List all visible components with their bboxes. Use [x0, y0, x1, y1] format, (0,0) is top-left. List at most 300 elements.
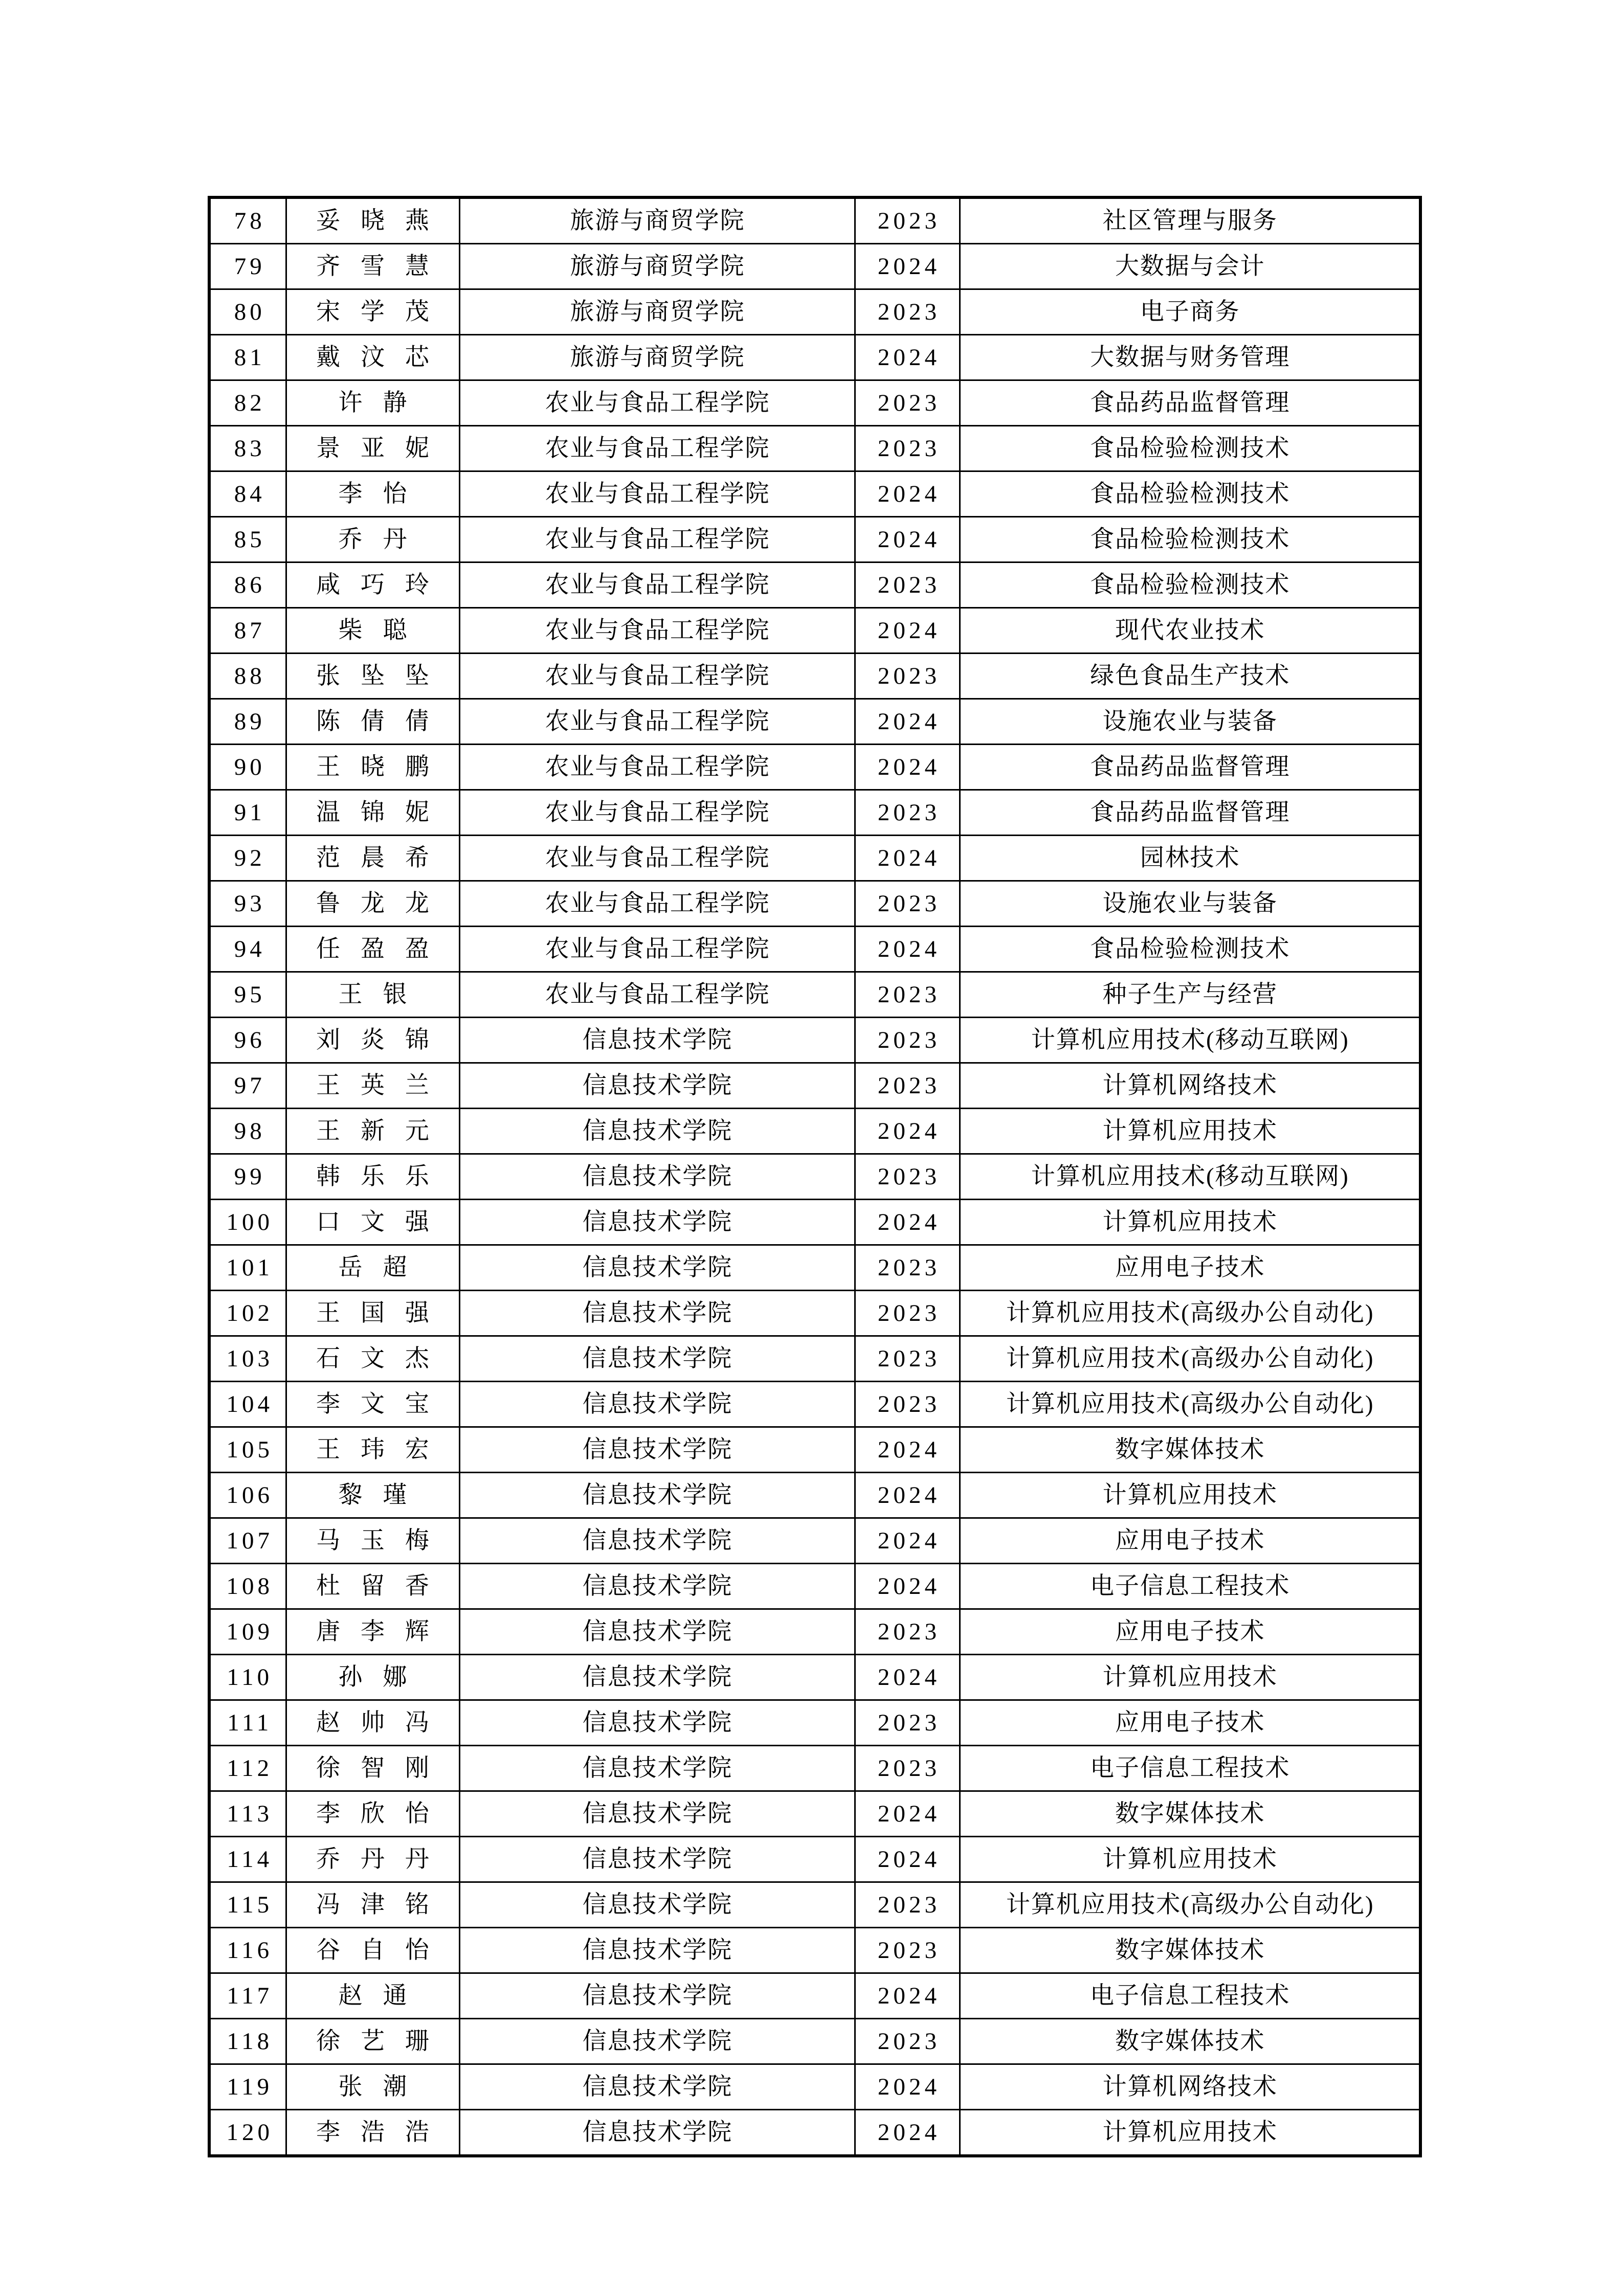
cell-major [960, 1109, 1420, 1154]
cell-major [960, 1928, 1420, 1973]
cell-college [459, 1973, 855, 2019]
table-row [209, 790, 1420, 836]
cell-text: 马玉梅 [316, 1527, 450, 1554]
student-roster-body [209, 197, 1420, 2156]
cell-text: 柴聪 [338, 617, 428, 644]
cell-text: 112 [227, 1754, 273, 1782]
cell-text: 信息技术学院 [582, 1982, 733, 2009]
cell-major [960, 1609, 1420, 1655]
cell-no [209, 1245, 286, 1291]
cell-college [459, 972, 855, 1018]
cell-text: 数字媒体技术 [1115, 1436, 1265, 1463]
table-row [209, 1655, 1420, 1700]
cell-major [960, 608, 1420, 654]
cell-text: 食品检验检测技术 [1090, 935, 1291, 962]
cell-no [209, 335, 286, 380]
cell-text: 妥晓燕 [316, 207, 450, 234]
cell-major [960, 1564, 1420, 1609]
cell-text: 2024 [877, 1527, 941, 1554]
cell-college [459, 1427, 855, 1473]
cell-text: 信息技术学院 [582, 1390, 733, 1417]
cell-year [855, 699, 960, 745]
cell-no [209, 1700, 286, 1746]
cell-text: 现代农业技术 [1115, 617, 1265, 644]
cell-year [855, 1564, 960, 1609]
cell-text: 计算机应用技术 [1102, 2119, 1278, 2146]
cell-college [459, 1109, 855, 1154]
cell-year [855, 927, 960, 972]
cell-text: 103 [226, 1345, 274, 1372]
cell-text: 2024 [877, 708, 941, 735]
table-row [209, 836, 1420, 881]
table-row [209, 1973, 1420, 2019]
table-row [209, 972, 1420, 1018]
cell-name [286, 1700, 459, 1746]
cell-college [459, 1564, 855, 1609]
cell-text: 赵通 [338, 1982, 428, 2009]
cell-name [286, 517, 459, 562]
cell-text: 宋学茂 [316, 298, 450, 325]
cell-text: 99 [234, 1163, 265, 1190]
cell-text: 2024 [877, 2073, 941, 2100]
table-row [209, 1291, 1420, 1336]
cell-text: 120 [226, 2119, 274, 2146]
cell-college [459, 2019, 855, 2064]
cell-name [286, 1882, 459, 1928]
cell-text: 数字媒体技术 [1115, 1937, 1265, 1964]
cell-text: 食品药品监督管理 [1090, 389, 1291, 416]
cell-major [960, 972, 1420, 1018]
cell-text: 食品检验检测技术 [1090, 480, 1291, 507]
cell-text: 岳超 [338, 1254, 428, 1281]
cell-text: 信息技术学院 [582, 1937, 733, 1964]
cell-text: 信息技术学院 [582, 1117, 733, 1144]
cell-text: 旅游与商贸学院 [570, 253, 745, 280]
cell-text: 78 [234, 207, 265, 234]
cell-no [209, 1473, 286, 1518]
cell-college [459, 1791, 855, 1837]
table-row [209, 1791, 1420, 1837]
cell-text: 韩乐乐 [316, 1163, 450, 1190]
cell-year [855, 972, 960, 1018]
cell-text: 2023 [877, 1254, 941, 1281]
cell-major [960, 699, 1420, 745]
table-row [209, 380, 1420, 426]
cell-text: 任盈盈 [316, 935, 450, 962]
cell-no [209, 1746, 286, 1791]
cell-text: 计算机应用技术 [1102, 1663, 1278, 1691]
cell-text: 温锦妮 [316, 799, 450, 826]
cell-college [459, 1291, 855, 1336]
cell-text: 计算机应用技术(高级办公自动化) [1006, 1891, 1374, 1918]
cell-no [209, 927, 286, 972]
cell-major [960, 1791, 1420, 1837]
cell-text: 92 [234, 844, 265, 871]
cell-text: 电子信息工程技术 [1090, 1982, 1291, 2009]
cell-text: 2024 [877, 1982, 941, 2009]
cell-major [960, 335, 1420, 380]
cell-no [209, 1336, 286, 1382]
cell-text: 李文宝 [316, 1390, 450, 1417]
cell-text: 88 [234, 662, 265, 689]
cell-year [855, 1382, 960, 1427]
cell-no [209, 289, 286, 335]
cell-text: 王银 [338, 981, 428, 1008]
cell-major [960, 2110, 1420, 2156]
cell-name [286, 1245, 459, 1291]
cell-text: 农业与食品工程学院 [545, 571, 770, 598]
cell-text: 旅游与商贸学院 [570, 207, 745, 234]
cell-text: 孙娜 [338, 1663, 428, 1691]
cell-text: 85 [234, 526, 265, 553]
cell-text: 101 [226, 1254, 274, 1281]
cell-text: 104 [226, 1390, 274, 1417]
cell-text: 119 [227, 2073, 273, 2100]
cell-text: 园林技术 [1140, 844, 1240, 871]
cell-text: 农业与食品工程学院 [545, 617, 770, 644]
cell-name [286, 1746, 459, 1791]
cell-name [286, 699, 459, 745]
cell-text: 大数据与财务管理 [1090, 344, 1291, 371]
cell-major [960, 790, 1420, 836]
cell-text: 冯津铭 [316, 1891, 450, 1918]
cell-college [459, 1063, 855, 1109]
table-row [209, 1336, 1420, 1382]
cell-text: 信息技术学院 [582, 1026, 733, 1053]
cell-text: 旅游与商贸学院 [570, 344, 745, 371]
cell-major [960, 471, 1420, 517]
cell-text: 115 [227, 1891, 273, 1918]
cell-year [855, 1018, 960, 1063]
cell-text: 食品检验检测技术 [1090, 571, 1291, 598]
cell-major [960, 1063, 1420, 1109]
cell-text: 2023 [877, 1891, 941, 1918]
cell-no [209, 1063, 286, 1109]
cell-text: 乔丹丹 [316, 1845, 450, 1873]
cell-text: 2023 [877, 799, 941, 826]
cell-text: 农业与食品工程学院 [545, 435, 770, 462]
cell-major [960, 1655, 1420, 1700]
cell-text: 2023 [877, 1709, 941, 1736]
cell-text: 109 [226, 1618, 274, 1645]
cell-no [209, 1928, 286, 1973]
cell-major [960, 881, 1420, 927]
cell-major [960, 836, 1420, 881]
cell-major [960, 1245, 1420, 1291]
table-row [209, 289, 1420, 335]
cell-college [459, 1336, 855, 1382]
cell-text: 2023 [877, 1754, 941, 1782]
cell-text: 95 [234, 981, 265, 1008]
cell-major [960, 1200, 1420, 1245]
cell-text: 信息技术学院 [582, 1527, 733, 1554]
cell-college [459, 562, 855, 608]
cell-no [209, 2110, 286, 2156]
cell-college [459, 471, 855, 517]
cell-year [855, 1609, 960, 1655]
cell-text: 98 [234, 1117, 265, 1144]
cell-text: 范晨希 [316, 844, 450, 871]
cell-college [459, 836, 855, 881]
cell-text: 农业与食品工程学院 [545, 981, 770, 1008]
cell-college [459, 745, 855, 790]
cell-name [286, 1109, 459, 1154]
cell-name [286, 1382, 459, 1427]
cell-no [209, 2019, 286, 2064]
cell-text: 石文杰 [316, 1345, 450, 1372]
table-row [209, 1382, 1420, 1427]
cell-year [855, 1882, 960, 1928]
cell-text: 农业与食品工程学院 [545, 389, 770, 416]
cell-text: 87 [234, 617, 265, 644]
cell-name [286, 1655, 459, 1700]
cell-college [459, 2110, 855, 2156]
cell-text: 2023 [877, 1163, 941, 1190]
cell-major [960, 426, 1420, 471]
cell-major [960, 1837, 1420, 1882]
cell-year [855, 1791, 960, 1837]
table-row [209, 2019, 1420, 2064]
cell-no [209, 1291, 286, 1336]
cell-text: 徐智刚 [316, 1754, 450, 1782]
cell-text: 农业与食品工程学院 [545, 480, 770, 507]
table-row [209, 745, 1420, 790]
cell-text: 计算机网络技术 [1102, 1072, 1278, 1099]
cell-text: 2024 [877, 1845, 941, 1873]
cell-text: 计算机应用技术(高级办公自动化) [1006, 1299, 1374, 1326]
cell-college [459, 244, 855, 289]
cell-name [286, 1791, 459, 1837]
table-row [209, 2064, 1420, 2110]
cell-text: 2023 [877, 1618, 941, 1645]
cell-text: 李怡 [338, 480, 428, 507]
cell-text: 设施农业与装备 [1102, 890, 1278, 917]
cell-no [209, 1518, 286, 1564]
cell-text: 王国强 [316, 1299, 450, 1326]
cell-text: 大数据与会计 [1115, 253, 1265, 280]
cell-name [286, 2019, 459, 2064]
cell-text: 信息技术学院 [582, 1845, 733, 1873]
cell-college [459, 927, 855, 972]
cell-text: 电子信息工程技术 [1090, 1754, 1291, 1782]
cell-no [209, 517, 286, 562]
table-row [209, 562, 1420, 608]
cell-text: 刘炎锦 [316, 1026, 450, 1053]
cell-text: 91 [234, 799, 265, 826]
cell-name [286, 562, 459, 608]
cell-no [209, 1655, 286, 1700]
cell-major [960, 1473, 1420, 1518]
cell-year [855, 562, 960, 608]
table-row [209, 699, 1420, 745]
cell-college [459, 197, 855, 244]
cell-year [855, 1700, 960, 1746]
cell-year [855, 517, 960, 562]
cell-text: 陈倩倩 [316, 708, 450, 735]
cell-year [855, 289, 960, 335]
cell-text: 2024 [877, 1800, 941, 1827]
cell-year [855, 1291, 960, 1336]
cell-year [855, 2110, 960, 2156]
cell-major [960, 1427, 1420, 1473]
cell-no [209, 426, 286, 471]
table-row [209, 471, 1420, 517]
cell-name [286, 1973, 459, 2019]
cell-text: 应用电子技术 [1115, 1527, 1265, 1554]
cell-text: 计算机应用技术(高级办公自动化) [1006, 1345, 1374, 1372]
cell-name [286, 1928, 459, 1973]
cell-text: 信息技术学院 [582, 1436, 733, 1463]
cell-major [960, 2019, 1420, 2064]
cell-text: 信息技术学院 [582, 1572, 733, 1600]
cell-name [286, 654, 459, 699]
cell-text: 2023 [877, 890, 941, 917]
cell-text: 2024 [877, 1572, 941, 1600]
cell-text: 93 [234, 890, 265, 917]
cell-no [209, 654, 286, 699]
cell-text: 79 [234, 253, 265, 280]
cell-name [286, 1427, 459, 1473]
cell-text: 2023 [877, 1345, 941, 1372]
cell-text: 农业与食品工程学院 [545, 890, 770, 917]
cell-text: 2023 [877, 1937, 941, 1964]
cell-text: 应用电子技术 [1115, 1254, 1265, 1281]
cell-text: 谷自怡 [316, 1937, 450, 1964]
cell-year [855, 1473, 960, 1518]
cell-text: 114 [227, 1845, 273, 1873]
cell-college [459, 1518, 855, 1564]
cell-college [459, 1746, 855, 1791]
table-row [209, 517, 1420, 562]
cell-college [459, 1609, 855, 1655]
cell-text: 113 [227, 1800, 273, 1827]
cell-major [960, 1518, 1420, 1564]
cell-college [459, 1018, 855, 1063]
cell-text: 电子商务 [1140, 298, 1240, 325]
cell-no [209, 790, 286, 836]
cell-text: 信息技术学院 [582, 2119, 733, 2146]
cell-no [209, 1018, 286, 1063]
cell-text: 2023 [877, 2028, 941, 2055]
cell-no [209, 471, 286, 517]
cell-college [459, 1700, 855, 1746]
cell-text: 口文强 [316, 1208, 450, 1235]
cell-text: 2024 [877, 935, 941, 962]
cell-text: 农业与食品工程学院 [545, 526, 770, 553]
cell-text: 83 [234, 435, 265, 462]
cell-text: 景亚妮 [316, 435, 450, 462]
cell-name [286, 1837, 459, 1882]
cell-major [960, 2064, 1420, 2110]
cell-text: 计算机应用技术 [1102, 1208, 1278, 1235]
cell-year [855, 471, 960, 517]
cell-name [286, 1336, 459, 1382]
table-row [209, 426, 1420, 471]
cell-text: 81 [234, 344, 265, 371]
cell-name [286, 380, 459, 426]
cell-text: 唐李辉 [316, 1618, 450, 1645]
cell-college [459, 1928, 855, 1973]
cell-text: 2023 [877, 298, 941, 325]
table-row [209, 1700, 1420, 1746]
table-row [209, 1564, 1420, 1609]
cell-no [209, 1882, 286, 1928]
cell-text: 王英兰 [316, 1072, 450, 1099]
cell-year [855, 1109, 960, 1154]
cell-college [459, 1200, 855, 1245]
cell-text: 2024 [877, 1117, 941, 1144]
cell-text: 徐艺珊 [316, 2028, 450, 2055]
cell-college [459, 2064, 855, 2110]
cell-no [209, 380, 286, 426]
cell-text: 计算机应用技术(移动互联网) [1031, 1026, 1349, 1053]
table-row [209, 1473, 1420, 1518]
cell-no [209, 1109, 286, 1154]
cell-year [855, 426, 960, 471]
cell-year [855, 1063, 960, 1109]
table-row [209, 1200, 1420, 1245]
cell-college [459, 881, 855, 927]
cell-year [855, 197, 960, 244]
cell-text: 信息技术学院 [582, 2028, 733, 2055]
cell-text: 鲁龙龙 [316, 890, 450, 917]
cell-text: 计算机应用技术 [1102, 1845, 1278, 1873]
cell-text: 农业与食品工程学院 [545, 753, 770, 780]
cell-text: 张坠坠 [316, 662, 450, 689]
cell-text: 2024 [877, 753, 941, 780]
table-row [209, 1109, 1420, 1154]
cell-text: 信息技术学院 [582, 1345, 733, 1372]
cell-major [960, 1154, 1420, 1200]
cell-name [286, 1063, 459, 1109]
cell-no [209, 1791, 286, 1837]
cell-name [286, 836, 459, 881]
cell-college [459, 790, 855, 836]
table-row [209, 881, 1420, 927]
cell-text: 82 [234, 389, 265, 416]
cell-no [209, 1200, 286, 1245]
cell-name [286, 244, 459, 289]
cell-year [855, 881, 960, 927]
cell-college [459, 608, 855, 654]
cell-no [209, 608, 286, 654]
cell-text: 信息技术学院 [582, 1208, 733, 1235]
cell-text: 2024 [877, 617, 941, 644]
cell-text: 2024 [877, 344, 941, 371]
cell-text: 数字媒体技术 [1115, 1800, 1265, 1827]
cell-text: 数字媒体技术 [1115, 2028, 1265, 2055]
cell-name [286, 1609, 459, 1655]
table-row [209, 1882, 1420, 1928]
table-row [209, 1018, 1420, 1063]
cell-text: 杜留香 [316, 1572, 450, 1600]
cell-text: 89 [234, 708, 265, 735]
cell-text: 乔丹 [338, 526, 428, 553]
cell-text: 许静 [338, 389, 428, 416]
cell-no [209, 2064, 286, 2110]
cell-name [286, 1473, 459, 1518]
cell-text: 戴汶芯 [316, 344, 450, 371]
cell-text: 信息技术学院 [582, 1618, 733, 1645]
cell-text: 97 [234, 1072, 265, 1099]
cell-name [286, 745, 459, 790]
cell-major [960, 517, 1420, 562]
cell-text: 2023 [877, 389, 941, 416]
cell-text: 86 [234, 571, 265, 598]
cell-text: 信息技术学院 [582, 1481, 733, 1509]
cell-year [855, 1427, 960, 1473]
cell-text: 2024 [877, 1663, 941, 1691]
